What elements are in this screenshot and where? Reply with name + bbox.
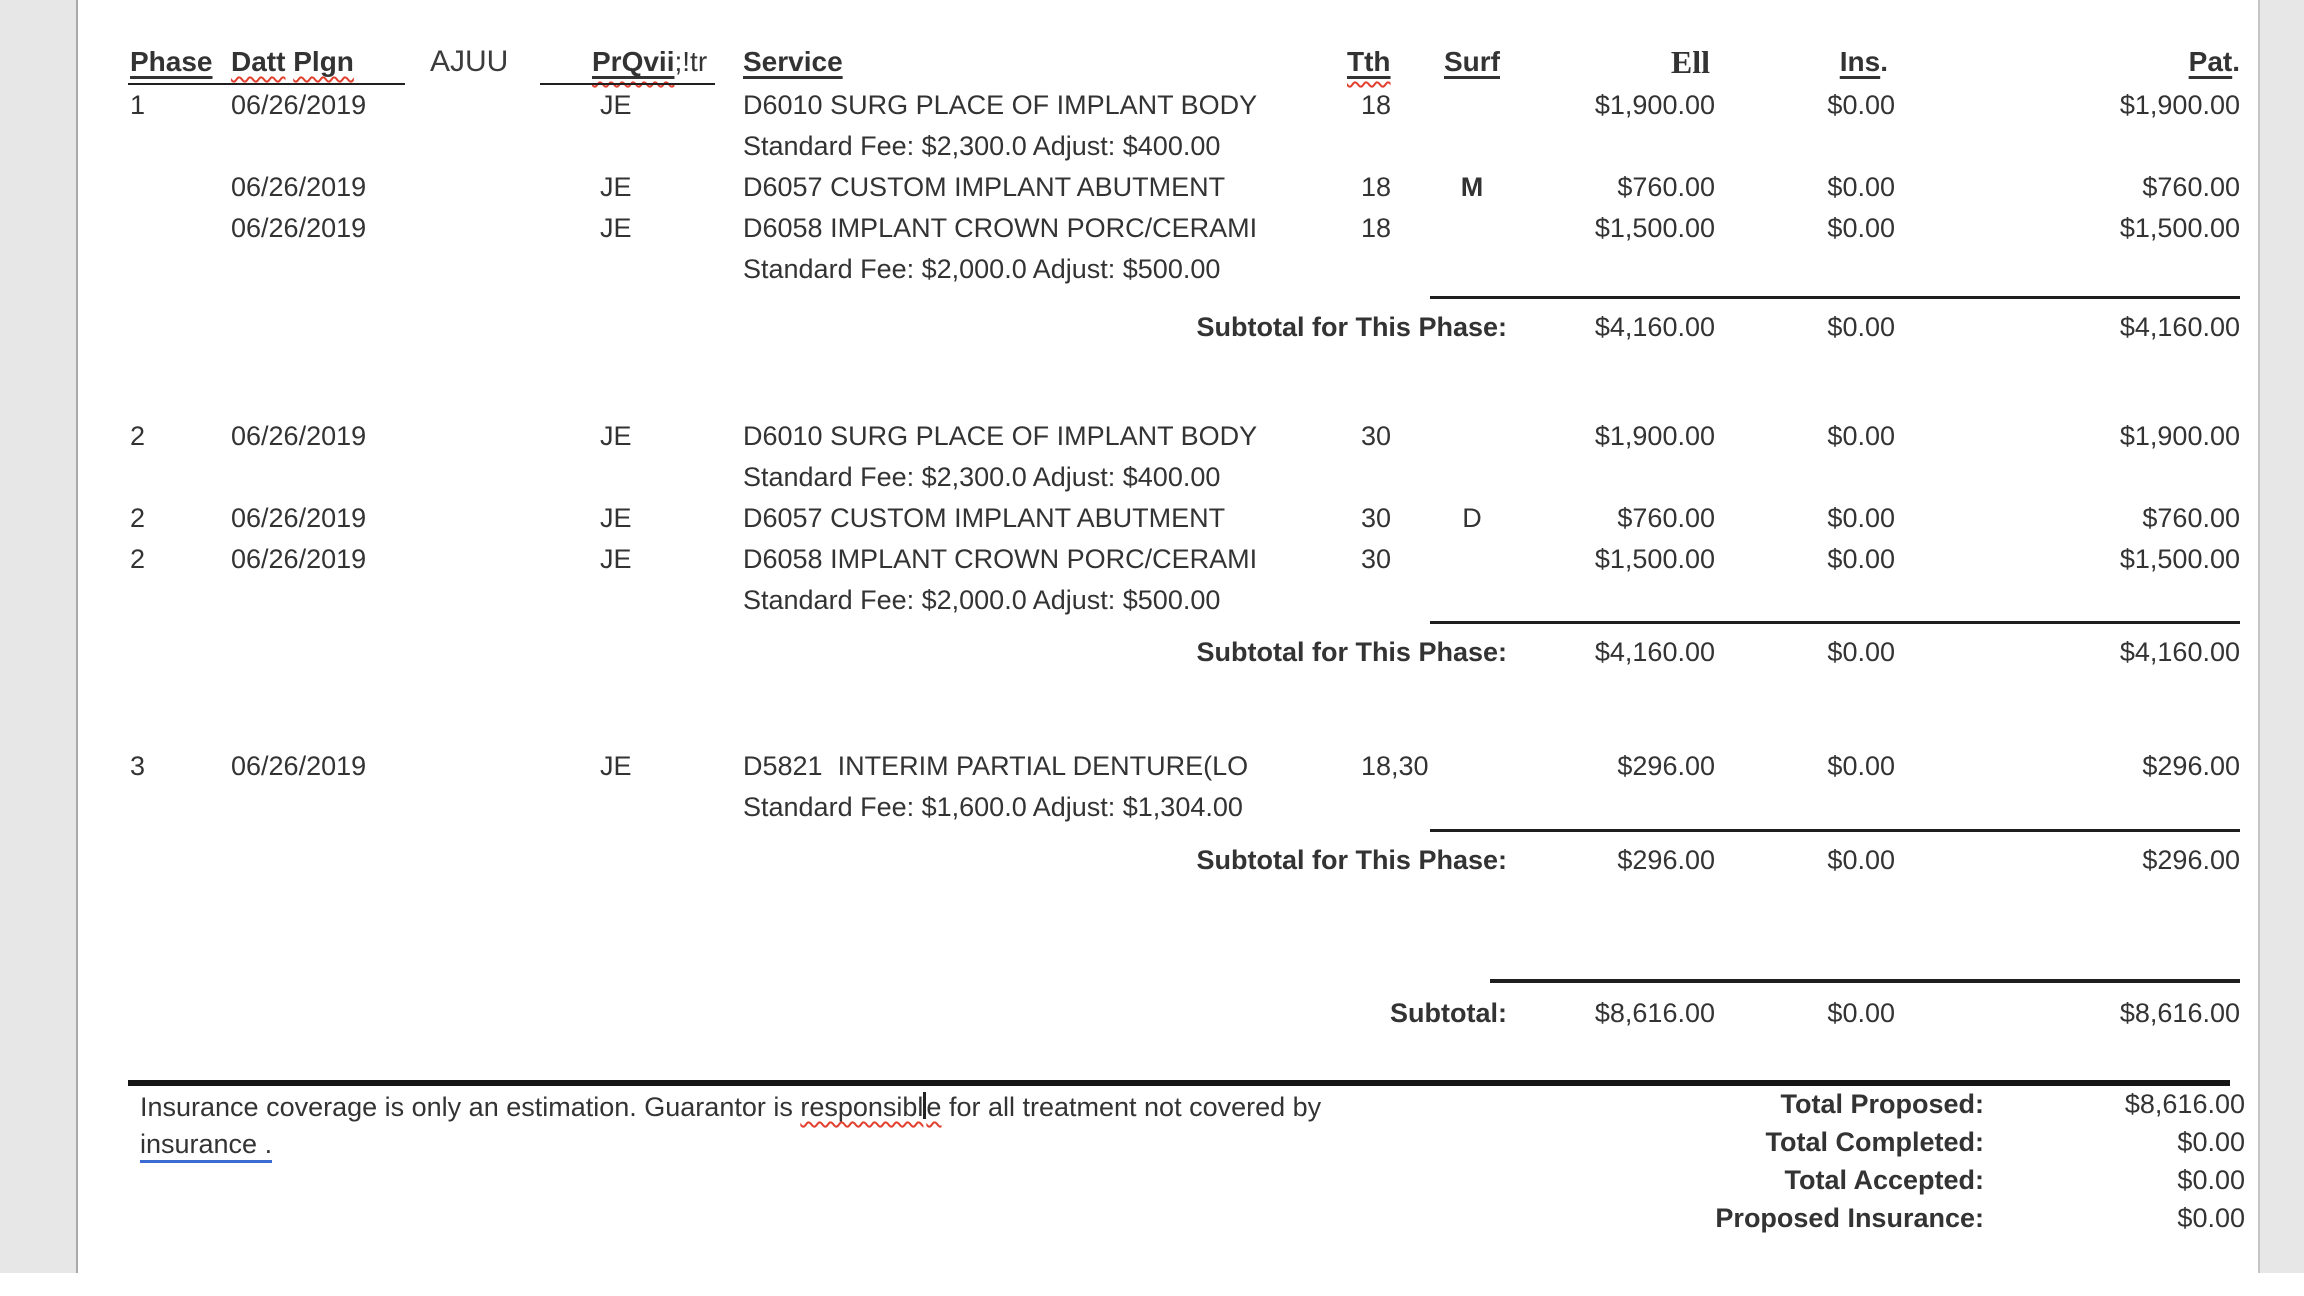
subtotal-rule (1430, 296, 2240, 299)
cell-surface (1427, 85, 1517, 126)
flagged-word: responsibl e (800, 1092, 942, 1122)
cell-tooth: 18 (1361, 172, 1392, 202)
total-label: Total Completed: (1765, 1127, 1984, 1157)
table-row (130, 167, 2240, 208)
total-label: Total Proposed: (1780, 1089, 1984, 1119)
cell-tooth: 30 (1361, 421, 1392, 451)
grand-subtotal-patient: $8,616.00 (2119, 998, 2240, 1028)
table-row (130, 208, 2240, 249)
grand-subtotal-label: Subtotal: (1390, 998, 1507, 1028)
subtotal-insurance: $0.00 (1827, 845, 1895, 875)
total-completed-row (1400, 1123, 2245, 1161)
table-row (130, 498, 2240, 539)
insurance-link[interactable]: insurance . (140, 1129, 272, 1163)
cell-service: D6057 CUSTOM IMPLANT ABUTMENT (743, 172, 1226, 202)
subtotal-patient: $296.00 (2142, 845, 2240, 875)
subtotal-patient: $4,160.00 (2119, 637, 2240, 667)
subtotal-rule (1430, 621, 2240, 624)
cell-provider: JE (600, 503, 632, 533)
viewer-left-margin (0, 0, 78, 1273)
cell-ell: $760.00 (1617, 503, 1715, 533)
cell-ell: $1,500.00 (1594, 213, 1715, 243)
cell-provider: JE (600, 213, 632, 243)
cell-date: 06/26/2019 (231, 544, 367, 574)
phase-1-section (130, 85, 2240, 290)
cell-patient: $1,500.00 (2119, 213, 2240, 243)
cell-provider: JE (600, 751, 632, 781)
grand-subtotal-rule (1490, 979, 2240, 983)
cell-insurance: $0.00 (1827, 544, 1895, 574)
cell-patient: $1,900.00 (2119, 90, 2240, 120)
subtotal-label: Subtotal for This Phase: (1196, 845, 1507, 875)
grand-subtotal-ell: $8,616.00 (1594, 998, 1715, 1028)
cell-insurance: $0.00 (1827, 421, 1895, 451)
cell-surface: M (1460, 172, 1484, 202)
table-row (130, 416, 2240, 457)
subtotal-ell: $296.00 (1617, 845, 1715, 875)
cell-service: D6058 IMPLANT CROWN PORC/CERAMI (743, 544, 1258, 574)
header-insurance: Ins. (1839, 46, 1888, 77)
cell-service: D6058 IMPLANT CROWN PORC/CERAMI (743, 213, 1258, 243)
phase-3-subtotal (130, 840, 2240, 881)
total-value: $0.00 (2177, 1203, 2245, 1233)
cell-insurance: $0.00 (1827, 90, 1895, 120)
cell-surface (1427, 746, 1517, 787)
cell-service: D6057 CUSTOM IMPLANT ABUTMENT (743, 503, 1226, 533)
cell-phase (130, 208, 231, 249)
phase-2-section (130, 416, 2240, 621)
header-patient: Pat. (2188, 46, 2240, 77)
cell-patient: $760.00 (2142, 172, 2240, 202)
cell-date: 06/26/2019 (231, 213, 367, 243)
cell-surface (1427, 416, 1517, 457)
cell-insurance: $0.00 (1827, 503, 1895, 533)
header-ell: Ell (1670, 44, 1710, 80)
cell-provider: JE (600, 544, 632, 574)
total-label: Proposed Insurance: (1715, 1203, 1984, 1233)
cell-service: D5821 INTERIM PARTIAL DENTURE(LO (743, 751, 1249, 781)
table-header (130, 42, 2240, 82)
cell-tooth: 18,30 (1361, 751, 1429, 781)
cell-provider: JE (600, 421, 632, 451)
grand-subtotal (130, 993, 2240, 1034)
cell-phase: 2 (130, 544, 146, 574)
cell-tooth: 30 (1361, 503, 1392, 533)
cell-provider: JE (600, 90, 632, 120)
cell-patient: $760.00 (2142, 503, 2240, 533)
standard-fee-note: Standard Fee: $2,300.0 Adjust: $400.00 (743, 462, 1221, 492)
header-phase: Phase (130, 46, 213, 77)
total-value: $0.00 (2177, 1165, 2245, 1195)
standard-fee-note: Standard Fee: $1,600.0 Adjust: $1,304.00 (743, 792, 1243, 822)
header-date-plan: Datt Plgn (231, 46, 354, 77)
cell-ell: $760.00 (1617, 172, 1715, 202)
cell-tooth: 18 (1361, 90, 1392, 120)
cell-surface (1427, 208, 1517, 249)
cell-date: 06/26/2019 (231, 421, 367, 451)
phase-3-section (130, 746, 2240, 828)
subtotal-rule (1430, 829, 2240, 832)
cell-ell: $1,900.00 (1594, 90, 1715, 120)
subtotal-insurance: $0.00 (1827, 637, 1895, 667)
total-value: $0.00 (2177, 1127, 2245, 1157)
subtotal-insurance: $0.00 (1827, 312, 1895, 342)
proposed-insurance-row (1400, 1199, 2245, 1237)
cell-ell: $1,900.00 (1594, 421, 1715, 451)
cell-date: 06/26/2019 (231, 503, 367, 533)
insurance-disclaimer[interactable] (140, 1089, 1500, 1163)
cell-tooth: 30 (1361, 544, 1392, 574)
cell-date: 06/26/2019 (231, 90, 367, 120)
cell-date: 06/26/2019 (231, 172, 367, 202)
standard-fee-note: Standard Fee: $2,000.0 Adjust: $500.00 (743, 254, 1221, 284)
phase-2-subtotal (130, 632, 2240, 673)
cell-service: D6010 SURG PLACE OF IMPLANT BODY (743, 90, 1258, 120)
cell-tooth: 18 (1361, 213, 1392, 243)
subtotal-ell: $4,160.00 (1594, 637, 1715, 667)
header-ajuu: AJUU (430, 45, 509, 78)
cell-phase: 3 (130, 751, 146, 781)
totals-summary (1400, 1085, 2245, 1237)
cell-surface (1427, 539, 1517, 580)
cell-insurance: $0.00 (1827, 751, 1895, 781)
table-row (130, 746, 2240, 787)
subtotal-ell: $4,160.00 (1594, 312, 1715, 342)
cell-phase: 2 (130, 503, 146, 533)
cell-ell: $1,500.00 (1594, 544, 1715, 574)
table-row (130, 539, 2240, 580)
cell-phase (130, 167, 231, 208)
header-tooth: Tth (1347, 46, 1391, 77)
header-service: Service (743, 46, 843, 77)
cell-insurance: $0.00 (1827, 172, 1895, 202)
disclaimer-line-2 (140, 1126, 1500, 1163)
cell-phase: 2 (130, 421, 146, 451)
phase-1-subtotal (130, 307, 2240, 348)
viewer-right-margin (2258, 0, 2304, 1273)
total-label: Total Accepted: (1784, 1165, 1984, 1195)
header-surface: Surf (1444, 46, 1500, 77)
cell-patient: $1,500.00 (2119, 544, 2240, 574)
disclaimer-line-1: Insurance coverage is only an estimation. Guarantor is responsibl e for all treatment not covered by (140, 1092, 1322, 1122)
subtotal-label: Subtotal for This Phase: (1196, 637, 1507, 667)
total-accepted-row (1400, 1161, 2245, 1199)
header-provider: PrQvii;!tr (592, 46, 708, 77)
cell-date: 06/26/2019 (231, 751, 367, 781)
cell-phase: 1 (130, 90, 146, 120)
cell-service: D6010 SURG PLACE OF IMPLANT BODY (743, 421, 1258, 451)
table-row (130, 85, 2240, 126)
standard-fee-note: Standard Fee: $2,000.0 Adjust: $500.00 (743, 585, 1221, 615)
grand-subtotal-insurance: $0.00 (1827, 998, 1895, 1028)
cell-ell: $296.00 (1617, 751, 1715, 781)
standard-fee-note: Standard Fee: $2,300.0 Adjust: $400.00 (743, 131, 1221, 161)
total-value: $8,616.00 (2124, 1089, 2245, 1119)
cell-surface: D (1462, 503, 1482, 533)
cell-provider: JE (600, 172, 632, 202)
subtotal-patient: $4,160.00 (2119, 312, 2240, 342)
subtotal-label: Subtotal for This Phase: (1196, 312, 1507, 342)
cell-patient: $296.00 (2142, 751, 2240, 781)
cell-insurance: $0.00 (1827, 213, 1895, 243)
total-proposed-row (1400, 1085, 2245, 1123)
cell-patient: $1,900.00 (2119, 421, 2240, 451)
